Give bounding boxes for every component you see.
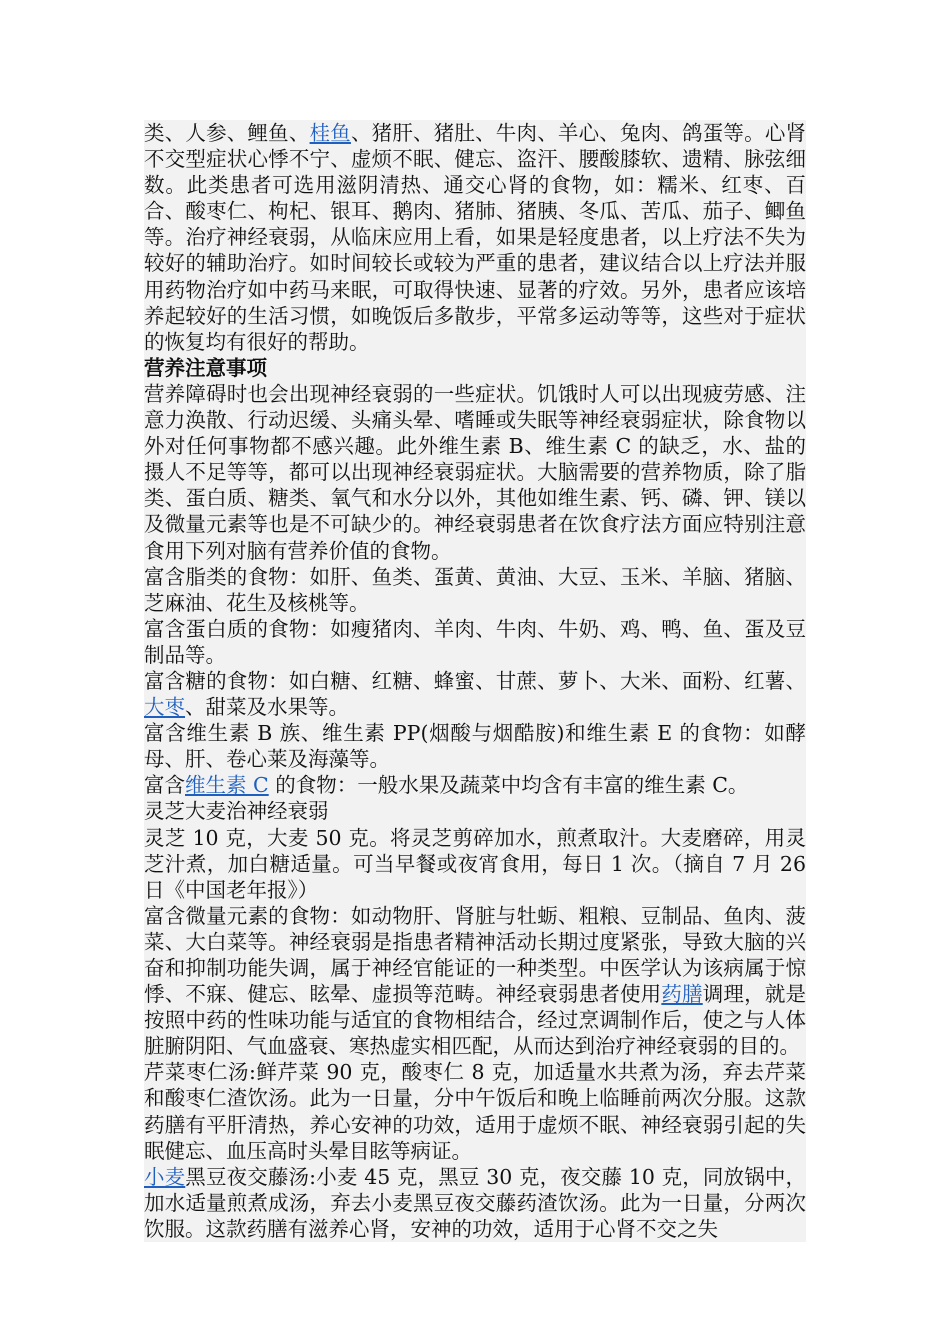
paragraph-lipid-foods: 富含脂类的食物：如肝、鱼类、蛋黄、黄油、大豆、玉米、羊脑、猪脑、芝麻油、花生及核桃等。 — [144, 564, 806, 615]
text-run: 调理，就是按照中药的性味功能与适宜的食物相结合，经过烹调制作后，使之与人体脏腑阴阳、气血盛衰、寒热虚实相匹配，从而达到治疗神经衰弱的目的。 — [144, 982, 807, 1059]
text-run: 类、人参、鲤鱼、 — [144, 121, 310, 145]
text-run: 的食物：一般水果及蔬菜中均含有丰富的维生素 C。 — [268, 773, 749, 798]
paragraph-symptom-diet — [144, 120, 806, 355]
text-run: 黑豆夜交藤汤:小麦 45 克，黑豆 30 克，夜交藤 10 克，同放锅中，加水适量煎煮成汤，弃去小麦黑豆夜交藤药渣饮汤。此为一日量，分两次饮服。这款药膳有滋养心肾，安神的功效，适用于心肾不交之失 — [144, 1164, 806, 1241]
paragraph-trace-element-foods — [144, 903, 806, 1060]
link-dazao[interactable]: 大枣 — [144, 695, 185, 720]
section-heading: 营养注意事项 — [144, 355, 267, 380]
document-page — [144, 120, 806, 1242]
text-run: 富含糖的食物：如白糖、红糖、蜂蜜、甘蔗、萝卜、大米、面粉、红薯、 — [144, 668, 806, 693]
paragraph-wheat-soup — [144, 1164, 806, 1242]
paragraph-lingzhi-title: 灵芝大麦治神经衰弱 — [144, 799, 329, 824]
text-run: 、猪肝、猪肚、牛肉、羊心、兔肉、鸽蛋等。心肾不交型症状心悸不宁、虚烦不眠、健忘、盗汗、腰酸膝软、遗精、脉弦细数。此类患者可选用滋阴清热、通交心肾的食物，如：糯米、红枣、百合、酸枣仁、枸杞、银耳、鹅肉、猪肺、猪胰、冬瓜、苦瓜、茄子、鲫鱼等。治疗神经衰弱，从临床应用上看，如果是轻度患者，以上疗法不失为较好的辅助治疗。如时间较长或较为严重的患者，建议结合以上疗法并服用药物治疗如中药马来眠，可取得快速、显著的疗效。另外，患者应该培养起较好的生活习惯，如晚饭后多散步，平常多运动等等，这些对于症状的恢复均有很好的帮助。 — [144, 121, 807, 354]
paragraph-lingzhi-recipe: 灵芝 10 克，大麦 50 克。将灵芝剪碎加水，煎煮取汁。大麦磨碎，用灵芝汁煮，加白糖适量。可当早餐或夜宵食用，每日 1 次。（摘自 7 月 26 日《中国老年报》） — [144, 825, 806, 902]
paragraph-celery-soup: 芹菜枣仁汤:鲜芹菜 90 克，酸枣仁 8 克，加适量水共煮为汤，弃去芹菜和酸枣仁渣饮汤。此为一日量，分中午饭后和晚上临睡前两次分服。这款药膳有平肝清热，养心安神的功效，适用于虚烦不眠、神经衰弱引起的失眠健忘、血压高时头晕目眩等病证。 — [144, 1060, 806, 1163]
shaded-content-block — [144, 120, 806, 1242]
paragraph-vitamin-c-foods — [144, 772, 806, 798]
link-guiyu[interactable]: 桂鱼 — [309, 121, 351, 145]
text-run: 、甜菜及水果等。 — [185, 695, 349, 720]
paragraph-sugar-foods — [144, 668, 806, 720]
link-vitamin-c[interactable]: 维生素 C — [185, 773, 269, 798]
paragraph-nutrition-intro: 营养障碍时也会出现神经衰弱的一些症状。饥饿时人可以出现疲劳感、注意力涣散、行动迟缓、头痛头晕、嗜睡或失眠等神经衰弱症状，除食物以外对任何事物都不感兴趣。此外维生素 B、维生素 C 的缺乏，水、盐的摄人不足等等，都可以出现神经衰弱症状。大脑需要的营养物质，除了脂类、蛋白质、糖类、氧气和水分以外，其他如维生素、钙、磷、钾、镁以及微量元素等也是不可缺少的。神经衰弱患者在饮食疗法方面应特别注意食用下列对脑有营养价值的食物。 — [144, 381, 806, 563]
text-run: 富含微量元素的食物：如动物肝、肾脏与牡蛎、粗粮、豆制品、鱼肉、菠菜、大白菜等。神经衰弱是指患者精神活动长期过度紧张，导致大脑的兴奋和抑制功能失调，属于神经官能证的一种类型。中医学认为该病属于惊悸、不寐、健忘、眩晕、虚损等范畴。神经衰弱患者使用 — [144, 903, 806, 1007]
text-run: 富含 — [144, 773, 185, 798]
paragraph-protein-foods: 富含蛋白质的食物：如瘦猪肉、羊肉、牛肉、牛奶、鸡、鸭、鱼、蛋及豆制品等。 — [144, 616, 806, 667]
link-yaoshan[interactable]: 药膳 — [661, 982, 703, 1007]
link-xiaomai[interactable]: 小麦 — [144, 1164, 186, 1189]
paragraph-vitamin-b-foods: 富含维生素 B 族、维生素 PP(烟酸与烟酷胺)和维生素 E 的食物：如酵母、肝、卷心莱及海藻等。 — [144, 721, 806, 772]
